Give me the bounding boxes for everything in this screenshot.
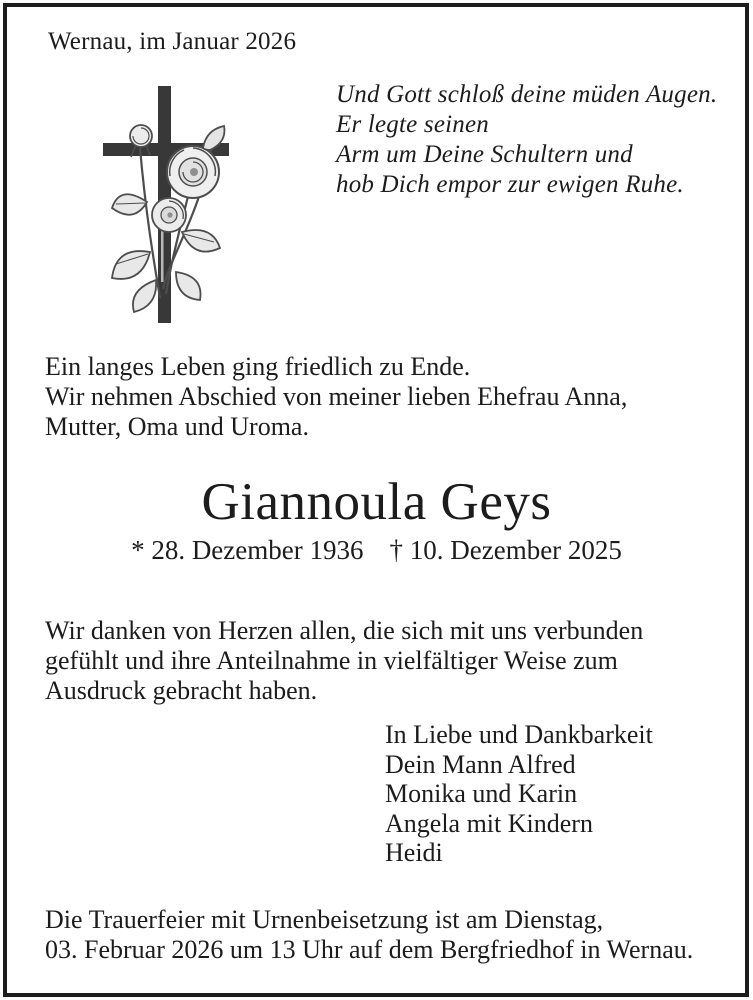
thanks-line: Wir danken von Herzen allen, die sich mit uns verbunden <box>45 616 644 645</box>
thanks-paragraph <box>45 616 643 706</box>
intro-line: Mutter, Oma und Uroma. <box>45 412 309 441</box>
memorial-verse <box>336 80 717 200</box>
mourners-line: Heidi <box>385 838 443 867</box>
thanks-line: Ausdruck gebracht haben. <box>45 676 318 705</box>
verse-line: hob Dich empor zur ewigen Ruhe. <box>336 171 684 198</box>
thanks-line: gefühlt und ihre Anteilnahme in vielfältiger Weise zum <box>45 646 618 675</box>
intro-line: Ein langes Leben ging friedlich zu Ende. <box>45 352 471 381</box>
intro-paragraph <box>45 352 627 442</box>
rose-bloom-large <box>167 146 219 198</box>
funeral-line: 03. Februar 2026 um 13 Uhr auf dem Bergfriedhof in Wernau. <box>45 934 694 964</box>
place-dateline: Wernau, im Januar 2026 <box>48 28 297 55</box>
funeral-line: Die Trauerfeier mit Urnenbeisetzung ist am Dienstag, <box>45 905 604 934</box>
mourners-line: Dein Mann Alfred <box>385 749 576 779</box>
death-date: † 10. Dezember 2025 <box>389 535 622 565</box>
mourners-line: Angela mit Kindern <box>385 808 593 838</box>
verse-line: Er legte seinen <box>336 111 489 138</box>
mourners-line: In Liebe und Dankbarkeit <box>385 720 653 749</box>
intro-line: Wir nehmen Abschied von meiner lieben Ehefrau Anna, <box>45 382 628 411</box>
verse-line: Und Gott schloß deine müden Augen. <box>336 81 718 108</box>
birth-date: * 28. Dezember 1936 <box>131 535 364 565</box>
verse-line: Arm um Deine Schultern und <box>336 141 633 168</box>
rose-bloom-small <box>152 198 186 232</box>
mourners-list <box>385 720 653 868</box>
life-dates <box>0 534 753 566</box>
cross-with-roses-icon <box>100 84 232 325</box>
deceased-name: Giannoula Geys <box>201 473 552 531</box>
funeral-info <box>45 905 693 964</box>
mourners-line: Monika und Karin <box>385 779 578 808</box>
